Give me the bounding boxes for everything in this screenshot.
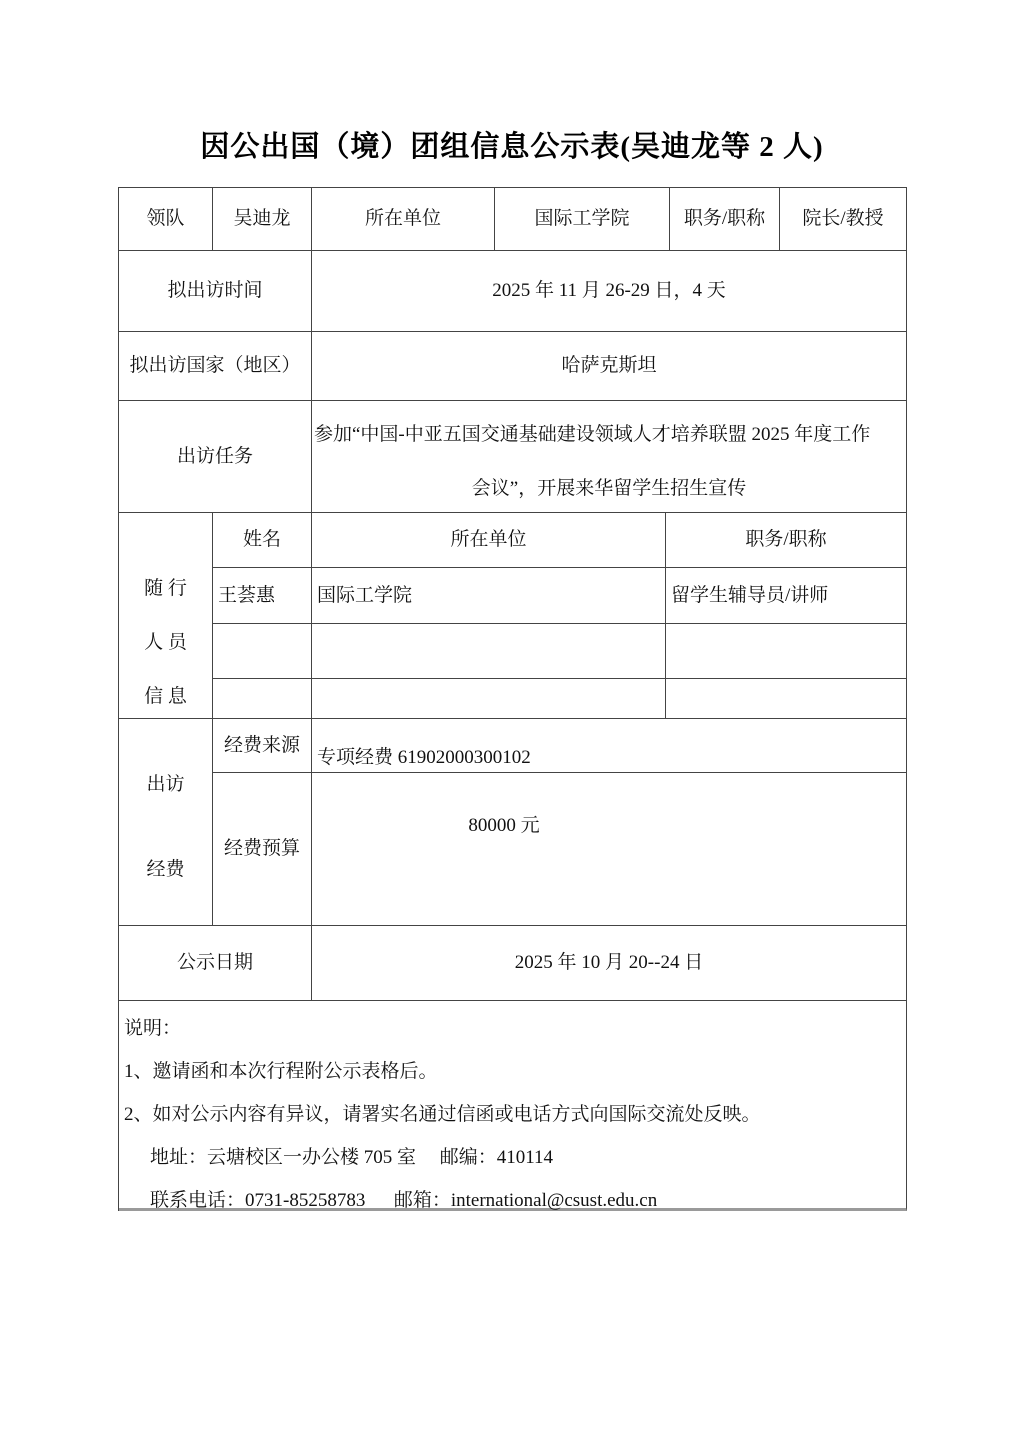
entourage-header-unit: 所在单位 (312, 513, 666, 568)
entourage-member-title (666, 679, 907, 719)
visit-time-value: 2025 年 11 月 26-29 日，4 天 (312, 251, 907, 332)
entourage-label-line: 信 息 (144, 686, 187, 707)
entourage-member-name: 王荟惠 (213, 568, 312, 624)
entourage-header-title: 职务/职称 (666, 513, 907, 568)
leader-name: 吴迪龙 (213, 188, 312, 251)
visit-time-label: 拟出访时间 (119, 251, 312, 332)
entourage-label-line: 人 员 (144, 632, 187, 653)
mission-line-2: 会议”，开展来华留学生招生宣传 (471, 478, 747, 499)
entourage-member-name (213, 624, 312, 679)
leader-label: 领队 (119, 188, 213, 251)
leader-title-value: 院长/教授 (780, 188, 907, 251)
notes-section (119, 1001, 907, 1211)
entourage-label-line: 随 行 (144, 578, 187, 599)
funding-section-label (119, 719, 213, 926)
entourage-member-title: 留学生辅导员/讲师 (666, 568, 907, 624)
publicity-date-value: 2025 年 10 月 20--24 日 (312, 926, 907, 1001)
notes-address: 地址：云塘校区一办公楼 705 室 邮编：410114 (150, 1147, 554, 1168)
publicity-form-table (118, 187, 907, 1211)
funding-budget-label: 经费预算 (213, 773, 312, 926)
leader-unit-label: 所在单位 (312, 188, 495, 251)
funding-label-line: 出访 (146, 774, 185, 795)
notes-contact: 联系电话：0731-85258783 邮箱：international@csust.edu.cn (150, 1190, 658, 1211)
notes-item-2: 2、如对公示内容有异议，请署实名通过信函或电话方式向国际交流处反映。 (124, 1104, 761, 1125)
mission-label: 出访任务 (119, 401, 312, 513)
entourage-member-title (666, 624, 907, 679)
entourage-member-unit (312, 679, 666, 719)
notes-heading: 说明： (124, 1018, 182, 1039)
entourage-header-name: 姓名 (213, 513, 312, 568)
funding-label-line: 经费 (146, 859, 185, 880)
visit-country-value: 哈萨克斯坦 (312, 332, 907, 401)
entourage-section-label (119, 513, 213, 719)
publicity-date-label: 公示日期 (119, 926, 312, 1001)
entourage-member-unit (312, 624, 666, 679)
funding-source-value: 专项经费 61902000300102 (312, 719, 907, 773)
leader-unit-value: 国际工学院 (495, 188, 670, 251)
entourage-member-name (213, 679, 312, 719)
mission-value (312, 401, 907, 513)
entourage-member-unit: 国际工学院 (312, 568, 666, 624)
visit-country-label: 拟出访国家（地区） (119, 332, 312, 401)
funding-budget-value: 80000 元 (312, 773, 907, 926)
notes-item-1: 1、邀请函和本次行程附公示表格后。 (124, 1061, 438, 1082)
leader-title-label: 职务/职称 (670, 188, 780, 251)
page-title: 因公出国（境）团组信息公示表(吴迪龙等 2 人) (200, 131, 824, 163)
mission-line-1: 参加“中国-中亚五国交通基础建设领域人才培养联盟 2025 年度工作 (314, 424, 871, 445)
funding-source-label: 经费来源 (213, 719, 312, 773)
